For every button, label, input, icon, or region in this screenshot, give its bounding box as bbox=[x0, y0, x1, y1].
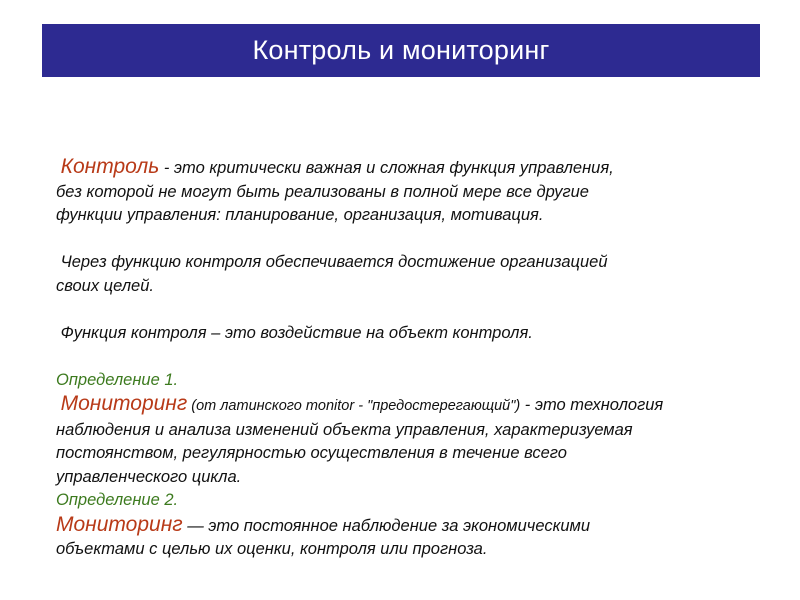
spacer bbox=[56, 228, 776, 252]
definition-2-label: Определение 2. bbox=[56, 491, 179, 509]
spacer bbox=[56, 345, 776, 369]
definition-1-line1-text: - это технология bbox=[520, 396, 664, 414]
para-function-line1 bbox=[56, 322, 776, 346]
definition-1-line4: управленческого цикла. bbox=[56, 467, 242, 486]
definition-1-line3: постоянством, регулярностью осуществления в течение всего bbox=[56, 444, 567, 462]
para-control-line1-text: - это критически важная и сложная функция управления, bbox=[159, 159, 614, 177]
term-monitoring-1: Мониторинг bbox=[60, 392, 188, 415]
definition-1-line1 bbox=[56, 392, 776, 419]
slide-title: Контроль и мониторинг bbox=[252, 35, 550, 65]
spacer bbox=[56, 298, 776, 322]
term-control: Контроль bbox=[60, 155, 160, 178]
slide-body bbox=[56, 155, 776, 562]
term-monitoring-2: Мониторинг bbox=[56, 512, 183, 536]
para-goals-line1 bbox=[56, 251, 776, 275]
definition-1-label: Определение 1. bbox=[56, 370, 179, 389]
para-control-line3: функции управления: планирование, организация, мотивация. bbox=[56, 206, 544, 224]
definition-2-line1-text: — это постоянное наблюдение за экономическими bbox=[182, 516, 591, 535]
etymology-note: (от латинского monitor - "предостерегающий") bbox=[187, 398, 521, 414]
definition-2-line1 bbox=[56, 513, 776, 539]
para-control-line1 bbox=[56, 155, 776, 181]
para-control-line2: без которой не могут быть реализованы в полной мере все другие bbox=[56, 182, 589, 201]
para-goals-line2: своих целей. bbox=[56, 276, 154, 295]
definition-2-line2: объектами с целью их оценки, контроля или прогноза. bbox=[56, 540, 488, 558]
slide-title-bar bbox=[42, 24, 760, 77]
para-goals-line1-text: Через функцию контроля обеспечивается достижение организацией bbox=[60, 253, 608, 271]
para-function-line1-text: Функция контроля – это воздействие на объект контроля. bbox=[60, 323, 533, 342]
definition-1-line2: наблюдения и анализа изменений объекта управления, характеризуемая bbox=[56, 420, 633, 439]
